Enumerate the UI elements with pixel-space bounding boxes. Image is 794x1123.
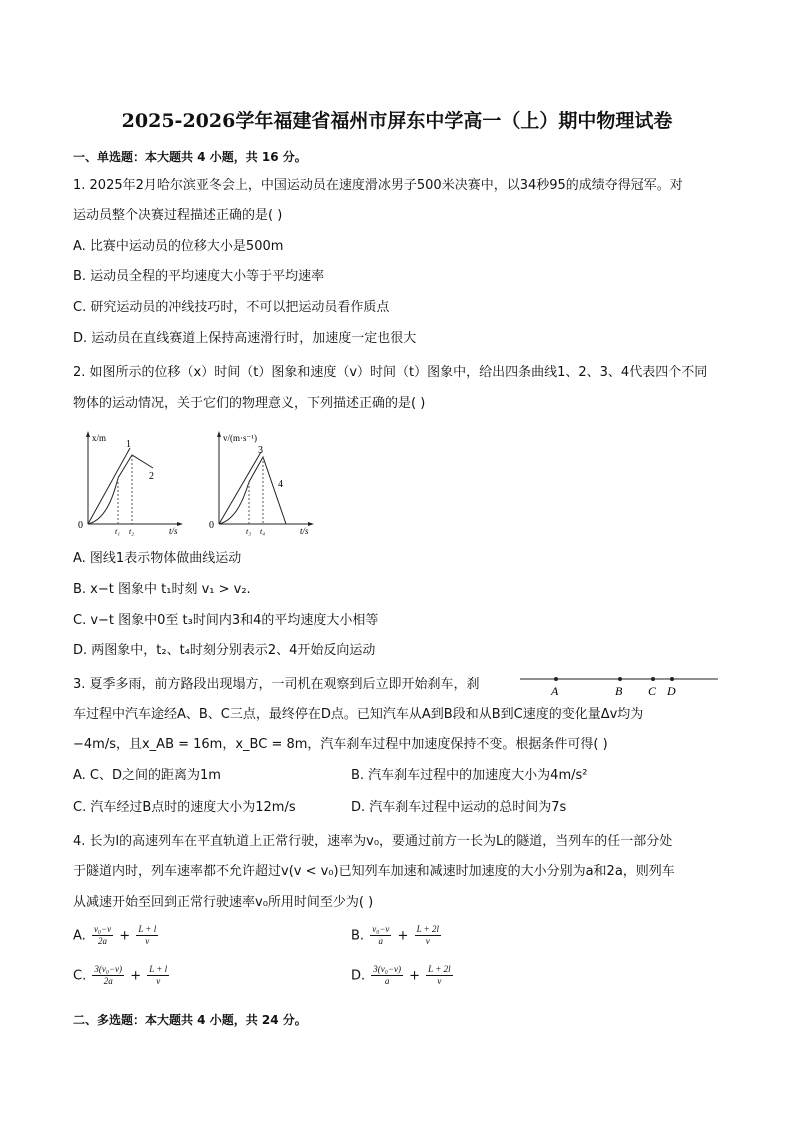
xt-curve-1 xyxy=(88,448,130,524)
point-a-dot xyxy=(554,677,558,681)
q4-option-a-label: A. xyxy=(73,928,86,944)
q3-stem-line1: 3. 夏季多雨，前方路段出现塌方，一司机在观察到后立即开始刹车，刹 xyxy=(73,677,480,692)
q4-option-b-frac2: $\frac{L + 2l}{v}$ xyxy=(416,924,440,947)
q2-option-c: C. v−t 图象中0至 t₃时间内3和4的平均速度大小相等 xyxy=(73,613,379,628)
point-a-label: A xyxy=(551,684,559,698)
point-c-label: C xyxy=(648,684,657,698)
vt-origin: 0 xyxy=(209,520,214,531)
q1-option-a: A. 比赛中运动员的位移大小是500m xyxy=(73,239,284,254)
q4-option-d-label: D. xyxy=(351,968,366,984)
vt-t3-label: t₃ xyxy=(246,527,252,536)
q1-option-d: D. 运动员在直线赛道上保持高速滑行时，加速度一定也很大 xyxy=(73,331,417,346)
q4-option-a-frac2: $\frac{L + l}{v}$ xyxy=(138,924,157,947)
q3-option-c: C. 汽车经过B点时的速度大小为12m/s xyxy=(73,800,296,815)
q4-stem-line2: 于隧道内时，列车速率都不允许超过v(v < v₀)已知列车加速和减速时加速度的大小分别为a和2a，则列车 xyxy=(73,864,675,879)
q4-option-b-frac1: $\frac{\text{v₀−v}}{a}$ xyxy=(372,924,390,947)
q4-option-d-frac1: $\frac{\text{3(v₀−v)}}{a}$ xyxy=(373,964,401,987)
vt-t4-label: t₄ xyxy=(260,527,266,536)
q4-option-a xyxy=(73,924,160,948)
xt-y-label: x/m xyxy=(92,433,107,443)
q4-option-d xyxy=(351,964,455,988)
vt-curve-3-label: 3 xyxy=(258,445,263,456)
q4-option-a-frac1: $\frac{\text{v₀−v}}{2a}$ xyxy=(93,924,112,947)
point-b-label: B xyxy=(615,684,623,698)
page-title: 2025-2026学年福建省福州市屏东中学高一（上）期中物理试卷 xyxy=(121,110,673,132)
q1-stem-line1: 1. 2025年2月哈尔滨亚冬会上，中国运动员在速度滑冰男子500米决赛中，以34秒95的成绩夺得冠军。对 xyxy=(73,178,683,193)
xt-t2-label: t₂ xyxy=(129,527,135,536)
vt-y-label: v/(m·s⁻¹) xyxy=(223,433,257,443)
vt-curve-3 xyxy=(219,452,261,524)
xt-x-label: t/s xyxy=(169,526,178,536)
q3-stem-line2: 车过程中汽车途经A、B、C三点，最终停在D点。已知汽车从A到B段和从B到C速度的变化量Δv均为 xyxy=(73,707,644,722)
point-b-dot xyxy=(618,677,622,681)
xt-t1-label: t₁ xyxy=(115,527,121,536)
q4-option-c xyxy=(73,964,171,988)
plus-sign: + xyxy=(409,968,421,984)
q2-stem-line2: 物体的运动情况，关于它们的物理意义，下列描述正确的是( ) xyxy=(73,396,426,411)
q2-option-d: D. 两图象中，t₂、t₄时刻分别表示2、4开始反向运动 xyxy=(73,643,376,658)
xt-graph xyxy=(75,428,193,536)
q3-option-b: B. 汽车刹车过程中的加速度大小为4m/s² xyxy=(351,768,588,783)
q4-option-d-frac2: $\frac{L + 2l}{v}$ xyxy=(428,964,451,987)
point-d-label: D xyxy=(667,684,676,698)
xt-origin: 0 xyxy=(78,520,83,531)
q2-stem-line1: 2. 如图所示的位移（x）时间（t）图象和速度（v）时间（t）图象中，给出四条曲线1、2、3、4代表四个不同 xyxy=(73,365,708,380)
vt-x-label: t/s xyxy=(300,526,309,536)
q2-option-b: B. x−t 图象中 t₁时刻 v₁ > v₂. xyxy=(73,582,251,597)
q3-stem-line3: −4m/s，且x_AB = 16m，x_BC = 8m，汽车刹车过程中加速度保持不变。根据条件可得( ) xyxy=(73,737,608,752)
q4-option-b xyxy=(351,924,443,948)
section-heading-single-choice: 一、单选题：本大题共 4 小题，共 16 分。 xyxy=(73,150,307,164)
q1-option-c: C. 研究运动员的冲线技巧时，不可以把运动员看作质点 xyxy=(73,300,390,315)
q1-stem-line2: 运动员整个决赛过程描述正确的是( ) xyxy=(73,208,283,223)
xt-curve-2-label: 2 xyxy=(149,471,154,482)
q4-option-c-frac1: $\frac{\text{3(v₀−v)}}{2a}$ xyxy=(94,964,123,987)
q4-stem-line3: 从减速开始至回到正常行驶速率v₀所用时间至少为( ) xyxy=(73,895,374,910)
q4-stem-line1: 4. 长为l的高速列车在平直轨道上正常行驶，速率为v₀，要通过前方一长为L的隧道，当列车的任一部分处 xyxy=(73,834,673,849)
q2-option-a: A. 图线1表示物体做曲线运动 xyxy=(73,551,242,566)
plus-sign: + xyxy=(119,928,131,944)
vt-curve-4-label: 4 xyxy=(278,479,283,490)
q3-option-d: D. 汽车刹车过程中运动的总时间为7s xyxy=(351,800,567,815)
vt-graph xyxy=(206,428,324,536)
q3-option-a: A. C、D之间的距离为1m xyxy=(73,768,221,783)
q4-option-c-frac2: $\frac{L + l}{v}$ xyxy=(149,964,168,987)
q1-option-b: B. 运动员全程的平均速度大小等于平均速率 xyxy=(73,269,325,284)
point-c-dot xyxy=(651,677,655,681)
plus-sign: + xyxy=(130,968,142,984)
point-d-dot xyxy=(670,677,674,681)
q4-option-b-label: B. xyxy=(351,928,365,944)
q3-road-diagram xyxy=(518,672,720,700)
plus-sign: + xyxy=(397,928,409,944)
xt-curve-1-label: 1 xyxy=(126,439,131,450)
section-heading-multi-choice: 二、多选题：本大题共 4 小题，共 24 分。 xyxy=(73,1013,307,1027)
q4-option-c-label: C. xyxy=(73,968,87,984)
